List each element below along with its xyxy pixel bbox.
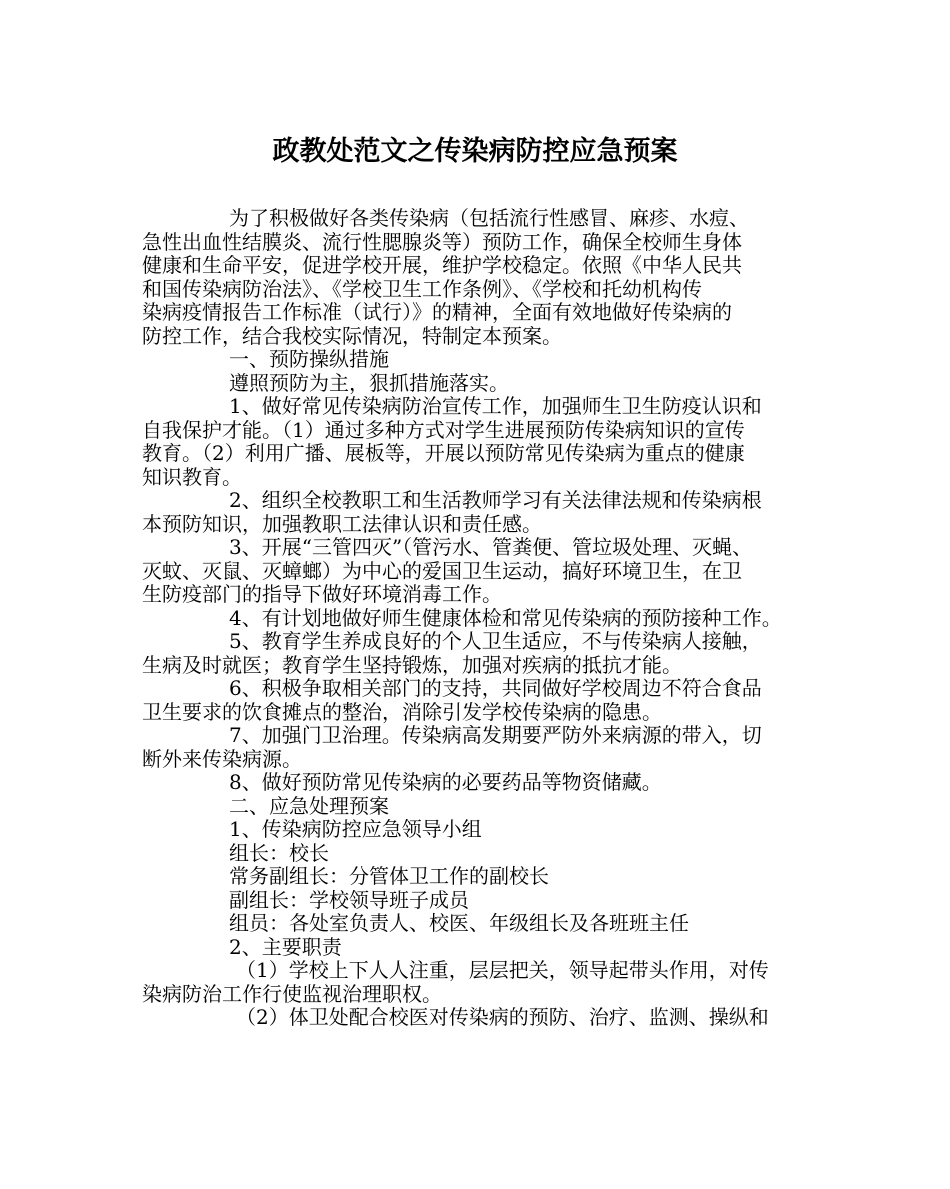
paragraph-line: 4、有计划地做好师生健康体检和常见传染病的预防接种工作。 <box>229 605 782 630</box>
paragraph-line: 防控工作，结合我校实际情况，特制定本预案。 <box>142 323 562 348</box>
paragraph-line: 断外来传染病源。 <box>142 746 302 771</box>
paragraph-line: （1）学校上下人人注重，层层把关，领导起带头作用，对传 <box>236 958 769 982</box>
paragraph-line: 遵照预防为主，狠抓措施落实。 <box>229 370 509 395</box>
paragraph-line: 组长：校长 <box>229 840 329 865</box>
paragraph-line: 为了积极做好各类传染病（包括流行性感冒、麻疹、水痘、 <box>229 206 749 230</box>
paragraph-line: 本预防知识，加强教职工法律认识和责任感。 <box>142 511 542 536</box>
section-heading: 二、应急处理预案 <box>229 793 389 818</box>
paragraph-line: 急性出血性结膜炎、流行性腮腺炎等）预防工作，确保全校师生身体 <box>142 229 742 254</box>
document-body <box>142 207 810 1030</box>
paragraph-line: 2、组织全校教职工和生活教师学习有关法律法规和传染病根 <box>229 488 762 512</box>
section-heading: 一、预防操纵措施 <box>229 347 389 371</box>
paragraph-line: 副组长：学校领导班子成员 <box>229 887 469 912</box>
paragraph-line: 灭蚊、灭鼠、灭蟑螂）为中心的爱国卫生运动，搞好环境卫生，在卫 <box>142 558 742 583</box>
paragraph-line: 3、开展“三管四灭”（管污水、管粪便、管垃圾处理、灭蝇、 <box>229 535 753 559</box>
paragraph-line: 5、教育学生养成良好的个人卫生适应，不与传染病人接触， <box>229 629 762 653</box>
paragraph-line: 生病及时就医；教育学生坚持锻炼，加强对疾病的抵抗才能。 <box>142 652 682 677</box>
subsection-heading: 2、主要职责 <box>229 934 342 959</box>
paragraph-line: 生防疫部门的指导下做好环境消毒工作。 <box>142 582 502 606</box>
paragraph-line: 自我保护才能。（1）通过多种方式对学生进展预防传染病知识的宣传 <box>142 417 745 442</box>
paragraph-line: 常务副组长：分管体卫工作的副校长 <box>229 864 549 888</box>
document-title: 政教处范文之传染病防控应急预案 <box>272 136 678 167</box>
paragraph-line: 7、加强门卫治理。传染病高发期要严防外来病源的带入，切 <box>229 723 762 747</box>
paragraph-line: 教育。（2）利用广播、展板等，开展以预防常见传染病为重点的健康 <box>142 441 745 465</box>
paragraph-line: 8、做好预防常见传染病的必要药品等物资储藏。 <box>229 770 662 794</box>
paragraph-line: 6、积极争取相关部门的支持，共同做好学校周边不符合食品 <box>229 676 762 700</box>
paragraph-line: 1、做好常见传染病防治宣传工作，加强师生卫生防疫认识和 <box>229 394 762 418</box>
paragraph-line: （2）体卫处配合校医对传染病的预防、治疗、监测、操纵和 <box>236 1005 769 1029</box>
paragraph-line: 组员：各处室负责人、校医、年级组长及各班班主任 <box>229 911 689 935</box>
paragraph-line: 卫生要求的饮食摊点的整治，消除引发学校传染病的隐患。 <box>142 699 662 724</box>
paragraph-line: 染病防治工作行使监视治理职权。 <box>142 981 442 1006</box>
subsection-heading: 1、传染病防控应急领导小组 <box>229 817 482 841</box>
paragraph-line: 染病疫情报告工作标准（试行）》的精神，全面有效地做好传染病的 <box>142 300 732 324</box>
paragraph-line: 和国传染病防治法》、《学校卫生工作条例》、《学校和托幼机构传 <box>142 276 702 301</box>
paragraph-line: 健康和生命平安，促进学校开展，维护学校稳定。依照《中华人民共 <box>142 253 742 277</box>
paragraph-line: 知识教育。 <box>142 464 242 489</box>
